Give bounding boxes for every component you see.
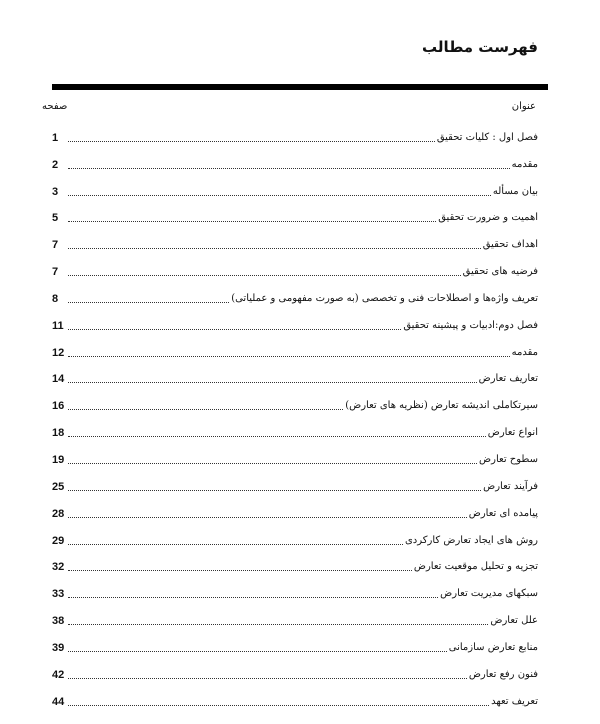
- toc-entry[interactable]: [52, 310, 538, 337]
- dot-leader: [68, 543, 403, 545]
- toc-entry-line: [52, 427, 538, 439]
- toc-entry-line: [52, 239, 538, 251]
- dot-leader: [68, 140, 435, 142]
- toc-entry-title: علل تعارض: [490, 615, 538, 627]
- toc-entry-title: تجزیه و تحلیل موقعیت تعارض: [413, 561, 538, 573]
- toc-entry-title: فرآیند تعارض: [483, 480, 538, 492]
- toc-entry-line: [52, 347, 538, 359]
- dot-leader: [68, 677, 467, 679]
- toc-entry[interactable]: [52, 176, 538, 203]
- toc-entry-line: [52, 561, 538, 573]
- toc-entry-page: 16: [52, 400, 65, 413]
- dot-leader: [68, 596, 438, 598]
- toc-entry-title: فرضیه های تحقیق: [462, 266, 538, 278]
- toc-entry[interactable]: [52, 444, 538, 471]
- toc-entry[interactable]: [52, 337, 538, 364]
- toc-entry-line: [52, 212, 538, 224]
- toc-entry-page: 32: [52, 561, 65, 574]
- dot-leader: [68, 247, 481, 249]
- toc-entry-page: 19: [52, 453, 65, 466]
- dot-leader: [68, 167, 510, 169]
- dot-leader: [68, 274, 461, 276]
- dot-leader: [68, 489, 481, 491]
- toc-entry-page: 28: [52, 507, 65, 520]
- toc-entry[interactable]: [52, 149, 538, 176]
- toc-entry-line: [52, 400, 538, 412]
- toc-entry-line: [52, 588, 538, 600]
- toc-entry[interactable]: [52, 364, 538, 391]
- toc-entry[interactable]: [52, 229, 538, 256]
- toc-entry-title: روش های ایجاد تعارض کارکردی: [404, 534, 538, 546]
- toc-entry-page: 3: [52, 185, 59, 198]
- toc-entry[interactable]: [52, 659, 538, 686]
- dot-leader: [68, 462, 477, 464]
- dot-leader: [68, 704, 489, 706]
- toc-entry[interactable]: [52, 390, 538, 417]
- toc-entry[interactable]: [52, 552, 538, 579]
- toc-entry-title: سطوح تعارض: [479, 453, 538, 465]
- dot-leader: [68, 408, 343, 410]
- toc-entry-title: تعریف تعهد: [491, 695, 538, 707]
- toc-entry-page: 12: [52, 346, 65, 359]
- dot-leader: [68, 650, 447, 652]
- toc-entry-page: 29: [52, 534, 65, 547]
- toc-entry[interactable]: [52, 417, 538, 444]
- toc-entry-title: فنون رفع تعارض: [468, 668, 538, 680]
- dot-leader: [68, 355, 510, 357]
- toc-entry[interactable]: [52, 283, 538, 310]
- dot-leader: [68, 220, 436, 222]
- toc-entry-title: اهمیت و ضرورت تحقیق: [438, 212, 538, 224]
- toc-entry[interactable]: [52, 498, 538, 525]
- toc-entry-page: 42: [52, 668, 65, 681]
- toc-entry-page: 44: [52, 695, 65, 708]
- toc-entry-line: [52, 159, 538, 171]
- dot-leader: [68, 328, 401, 330]
- dot-leader: [68, 435, 486, 437]
- toc-entry-title: سبکهای مدیریت تعارض: [440, 588, 538, 600]
- toc-entry-line: [52, 266, 538, 278]
- toc-entry-page: 25: [52, 480, 65, 493]
- table-of-contents: [52, 122, 538, 713]
- toc-entry-title: مقدمه: [511, 158, 538, 170]
- toc-entry-page: 11: [52, 319, 64, 332]
- dot-leader: [68, 569, 412, 571]
- column-header-page: صفحه: [42, 101, 68, 112]
- toc-entry-page: 18: [52, 427, 65, 440]
- dot-leader: [68, 623, 488, 625]
- toc-entry-title: تعریف واژه‌ها و اصطلاحات فنی و تخصصی (به صورت مفهومی و عملیاتی): [231, 292, 538, 304]
- toc-entry-line: [52, 373, 538, 385]
- toc-entry-title: فصل اول : کلیات تحقیق: [436, 131, 538, 143]
- toc-entry-page: 2: [52, 158, 59, 171]
- toc-entry-page: 38: [52, 615, 65, 628]
- toc-entry-page: 7: [52, 239, 59, 252]
- toc-entry-title: بیان مسأله: [492, 185, 538, 197]
- toc-entry-line: [52, 132, 538, 144]
- toc-entry-title: تعاریف تعارض: [478, 373, 538, 385]
- toc-entry-title: مقدمه: [511, 346, 538, 358]
- dot-leader: [68, 194, 491, 196]
- toc-entry-line: [52, 669, 538, 681]
- toc-entry-title: منابع تعارض سازمانی: [448, 641, 538, 653]
- toc-entry-line: [52, 642, 538, 654]
- toc-entry-page: 14: [52, 373, 65, 386]
- toc-entry[interactable]: [52, 578, 538, 605]
- title-rule: [52, 84, 548, 90]
- toc-entry-line: [52, 481, 538, 493]
- toc-entry-page: 5: [52, 212, 59, 225]
- toc-entry[interactable]: [52, 525, 538, 552]
- page-title: فهرست مطالب: [422, 38, 538, 56]
- toc-entry-title: اهداف تحقیق: [482, 239, 538, 251]
- toc-entry[interactable]: [52, 686, 538, 713]
- toc-entry-page: 39: [52, 641, 65, 654]
- toc-entry-title: سیرتکاملی اندیشه تعارض (نظریه های تعارض): [345, 400, 538, 412]
- toc-entry-page: 1: [52, 131, 59, 144]
- toc-entry-line: [52, 186, 538, 198]
- toc-entry-page: 8: [52, 292, 59, 305]
- toc-entry-line: [52, 454, 538, 466]
- dot-leader: [68, 516, 467, 518]
- toc-entry-title: فصل دوم:ادبیات و پیشینه تحقیق: [403, 319, 538, 331]
- dot-leader: [68, 381, 477, 383]
- toc-entry-line: [52, 293, 538, 305]
- toc-entry[interactable]: [52, 632, 538, 659]
- toc-entry-line: [52, 615, 538, 627]
- toc-entry-page: 7: [52, 266, 59, 279]
- toc-entry[interactable]: [52, 605, 538, 632]
- toc-entry-page: 33: [52, 588, 65, 601]
- toc-entry[interactable]: [52, 203, 538, 230]
- toc-entry-line: [52, 535, 538, 547]
- toc-entry-title: پیامد‌ه ای تعارض: [468, 507, 538, 519]
- toc-entry-line: [52, 696, 538, 708]
- toc-entry[interactable]: [52, 122, 538, 149]
- dot-leader: [68, 301, 229, 303]
- toc-entry-line: [52, 508, 538, 520]
- toc-entry[interactable]: [52, 256, 538, 283]
- column-header-title: عنوان: [511, 101, 536, 112]
- toc-entry[interactable]: [52, 471, 538, 498]
- toc-entry-title: انواع تعارض: [487, 427, 538, 439]
- toc-entry-line: [52, 320, 538, 332]
